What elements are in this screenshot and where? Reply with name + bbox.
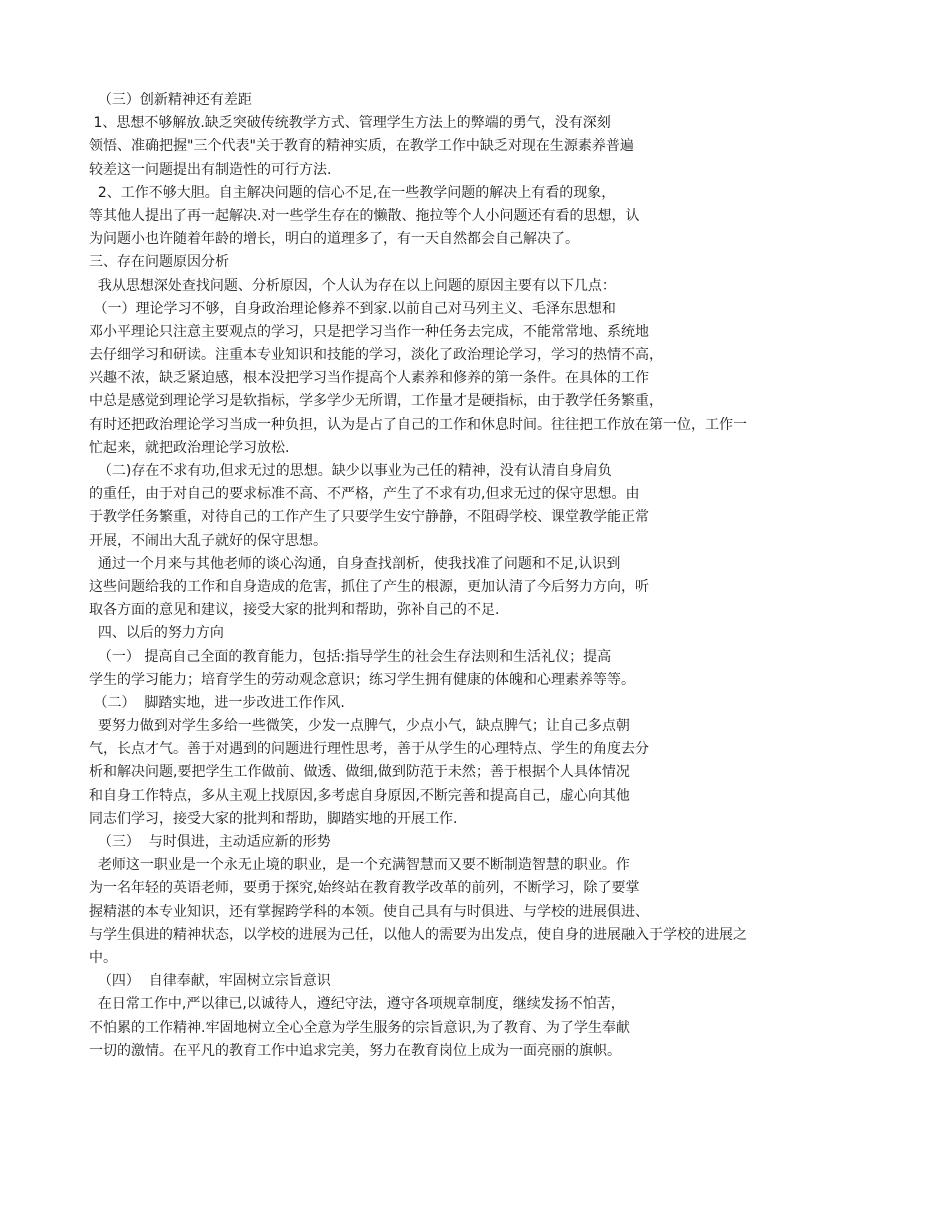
text-line: 2、工作不够大胆。自主解决问题的信心不足,在一些教学问题的解决上有看的现象， [89,184,616,201]
text-line: 取各方面的意见和建议，接受大家的批判和帮助，弥补自己的不足. [89,602,500,619]
text-line: （二） 脚踏实地，进一步改进工作作风. [89,694,345,711]
text-line: （二)存在不求有功,但求无过的思想。缺少以事业为己任的精神，没有认清自身肩负 [89,463,612,479]
text-line: 这些问题给我的工作和自身造成的危害，抓住了产生的根源，更加认清了今后努力方向，听 [89,578,649,595]
text-line: 我从思想深处查找问题、分析原因，个人认为存在以上问题的原因主要有以下几点： [89,277,616,294]
text-line: 为问题小也许随着年龄的增长，明白的道理多了，有一天自然都会自己解决了。 [89,231,579,248]
text-line: 中总是感觉到理论学习是软指标，学多学少无所谓，工作量才是硬指标，由于教学任务繁重， [89,393,663,410]
text-line: 于教学任务繁重，对待自己的工作产生了只要学生安宁静静，不阻碍学校、课堂教学能正常 [89,509,649,526]
text-line: 三、存在问题原因分析 [89,254,229,271]
document-body [89,89,869,1063]
text-line: 与学生俱进的精神状态，以学校的进展为己任，以他人的需要为出发点，使自身的进展融入于学校的进展之 [89,926,747,943]
text-line: 的重任，由于对自己的要求标准不高、不严格，产生了不求有功,但求无过的保守思想。由 [89,486,640,503]
text-line: 握精湛的本专业知识，还有掌握跨学科的本领。使自己具有与时俱进、与学校的进展俱进、 [89,903,649,920]
text-line: 气，长点才气。善于对遇到的问题进行理性思考，善于从学生的心理特点、学生的角度去分 [89,741,649,758]
text-line: 兴趣不浓，缺乏紧迫感，根本没把学习当作提高个人素养和修养的第一条件。在具体的工作 [89,370,649,387]
text-line: 有时还把政治理论学习当成一种负担，认为是占了自己的工作和休息时间。往往把工作放在第一位，工作一 [89,416,747,433]
text-line: 通过一个月来与其他老师的谈心沟通，自身查找剖析，使我找准了问题和不足,认识到 [89,555,621,572]
text-line: 为一名年轻的英语老师，要勇于探究,始终站在教育教学改革的前列，不断学习，除了要掌 [89,880,640,897]
text-line: 和自身工作特点，多从主观上找原因,多考虑自身原因,不断完善和提高自己，虚心向其他 [89,787,630,804]
text-line: （三）创新精神还有差距 [89,92,252,108]
text-line: （三） 与时俱进，主动适应新的形势 [89,834,331,850]
text-line: 中。 [89,949,117,966]
text-line: 邓小平理论只注意主要观点的学习，只是把学习当作一种任务去完成，不能常常地、系统地 [89,323,649,340]
text-line: 等其他人提出了再一起解决.对一些学生存在的懒散、拖拉等个人小问题还有看的思想，认 [89,207,640,224]
text-line: （四） 自律奉献，牢固树立宗旨意识 [89,973,331,990]
text-line: 学生的学习能力；培育学生的劳动观念意识；练习学生拥有健康的体魄和心理素养等等。 [89,671,635,688]
text-line: 在日常工作中,严以律已,以诚待人，遵纪守法，遵守各项规章制度，继续发扬不怕苦， [89,996,625,1013]
text-line: 四、以后的努力方向 [89,625,224,642]
text-line: 一切的激情。在平凡的教育工作中追求完美，努力在教育岗位上成为一面亮丽的旗帜。 [89,1042,621,1059]
text-line: （一）理论学习不够，自身政治理论修养不到家.以前自己对马列主义、毛泽东思想和 [89,300,616,317]
text-line: 开展，不闹出大乱子就好的保守思想。 [89,532,327,549]
text-line: 不怕累的工作精神.牢固地树立全心全意为学生服务的宗旨意识,为了教育、为了学生奉献 [89,1019,630,1036]
text-line: 1、思想不够解放.缺乏突破传统教学方式、管理学生方法上的弊端的勇气，没有深刻 [89,115,611,132]
text-line: 领悟、准确把握"三个代表"关于教育的精神实质，在教学工作中缺乏对现在生源素养普遍 [89,138,634,155]
text-line: 老师这一职业是一个永无止境的职业，是一个充满智慧而又要不断制造智慧的职业。作 [89,857,630,874]
text-line: 同志们学习，接受大家的批判和帮助，脚踏实地的开展工作. [89,810,458,827]
text-line: 较差这一问题提出有制造性的可行方法. [89,161,332,178]
text-line: （一） 提高自己全面的教育能力，包括:指导学生的社会生存法则和生活礼仪；提高 [89,648,612,665]
text-line: 去仔细学习和研读。注重本专业知识和技能的学习，淡化了政治理论学习，学习的热情不高， [89,347,663,364]
text-line: 析和解决问题,要把学生工作做前、做透、做细,做到防范于未然；善于根据个人具体情况 [89,764,630,781]
text-line: 要努力做到对学生多给一些微笑，少发一点脾气，少点小气，缺点脾气；让自己多点朝 [89,718,630,735]
text-line: 忙起来，就把政治理论学习放松. [89,439,290,456]
